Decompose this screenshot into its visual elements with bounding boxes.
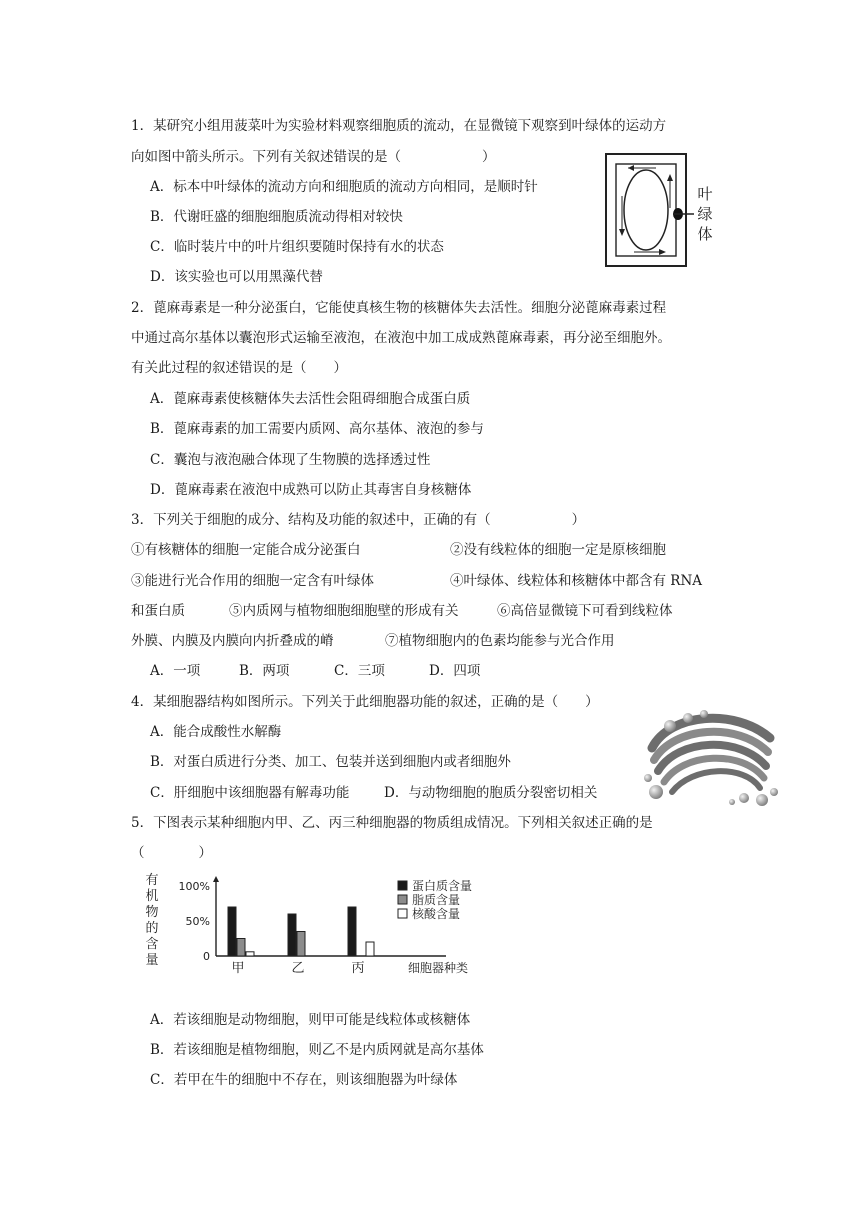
y-axis-label-char: 有 xyxy=(145,873,159,888)
bar xyxy=(348,907,356,956)
q4-option-a: A．能合成酸性水解酶 xyxy=(150,724,282,740)
q3-option-a: A．一项 xyxy=(150,663,201,679)
x-axis-label: 细胞器种类 xyxy=(407,961,469,975)
q2-option-a: A．蓖麻毒素使核糖体失去活性会阻碍细胞合成蛋白质 xyxy=(150,391,471,407)
bar xyxy=(288,914,296,956)
y-tick-label: 0 xyxy=(203,950,210,963)
bar xyxy=(246,952,254,956)
q5-option-c: C．若甲在牛的细胞中不存在，则该细胞器为叶绿体 xyxy=(150,1072,458,1088)
q3-statement-5: ⑤内质网与植物细胞细胞壁的形成有关 xyxy=(229,603,459,619)
q3-statement-1: ①有核糖体的细胞一定能合成分泌蛋白 xyxy=(131,542,361,558)
q3-stem: 3．下列关于细胞的成分、结构及功能的叙述中，正确的有（ ） xyxy=(131,512,586,528)
legend-label: 核酸含量 xyxy=(412,907,461,921)
legend-label: 脂质含量 xyxy=(412,893,461,907)
q3-statement-7: ⑦植物细胞内的色素均能参与光合作用 xyxy=(385,633,615,649)
q1-option-b: B．代谢旺盛的细胞细胞质流动得相对较快 xyxy=(150,209,403,225)
q4-option-d: D．与动物细胞的胞质分裂密切相关 xyxy=(384,785,598,801)
category-label: 丙 xyxy=(351,961,365,976)
q4-option-b: B．对蛋白质进行分类、加工、包装并送到细胞内或者细胞外 xyxy=(150,754,511,770)
legend-swatch xyxy=(398,895,407,904)
figure-label-char: 体 xyxy=(697,225,713,243)
q1-option-a: A．标本中叶绿体的流动方向和细胞质的流动方向相同，是顺时针 xyxy=(150,179,538,195)
q1-stem-line2: 向如图中箭头所示。下列有关叙述错误的是（ ） xyxy=(131,149,496,165)
q3-option-c: C．三项 xyxy=(334,663,385,679)
legend-swatch xyxy=(398,909,407,918)
q5-stem-line2: （ ） xyxy=(131,845,212,861)
y-axis-label-char: 量 xyxy=(145,953,159,968)
bar xyxy=(297,932,305,957)
q5-option-a: A．若该细胞是动物细胞，则甲可能是线粒体或核糖体 xyxy=(150,1012,471,1028)
organelle-composition-chart xyxy=(140,870,520,980)
bar xyxy=(366,942,374,956)
q1-stem-line1: 1．某研究小组用菠菜叶为实验材料观察细胞质的流动，在显微镜下观察到叶绿体的运动方 xyxy=(131,118,667,134)
category-label: 甲 xyxy=(231,961,245,976)
q2-stem-line3: 有关此过程的叙述错误的是（ ） xyxy=(131,360,347,376)
chloroplast-flow-figure xyxy=(604,152,732,270)
q3-statement-6: ⑥高倍显微镜下可看到线粒体 xyxy=(497,603,673,619)
q5-stem-line1: 5．下图表示某种细胞内甲、乙、丙三种细胞器的物质组成情况。下列相关叙述正确的是 xyxy=(131,815,653,831)
q2-stem-line2: 中通过高尔基体以囊泡形式运输至液泡，在液泡中加工成成熟蓖麻毒素，再分泌至细胞外。 xyxy=(131,330,671,346)
legend-label: 蛋白质含量 xyxy=(412,879,473,893)
q2-stem-line1: 2．蓖麻毒素是一种分泌蛋白，它能使真核生物的核糖体失去活性。细胞分泌蓖麻毒素过程 xyxy=(131,300,667,316)
q3-option-b: B．两项 xyxy=(239,663,290,679)
q5-option-b: B．若该细胞是植物细胞，则乙不是内质网就是高尔基体 xyxy=(150,1042,484,1058)
q1-option-c: C．临时装片中的叶片组织要随时保持有水的状态 xyxy=(150,239,444,255)
y-axis-label-char: 机 xyxy=(145,889,159,904)
y-tick-label: 100% xyxy=(178,880,210,893)
bar xyxy=(228,907,236,956)
y-axis-arrow xyxy=(213,876,219,882)
q1-option-d: D．该实验也可以用黑藻代替 xyxy=(150,269,323,285)
y-tick-label: 50% xyxy=(185,915,210,928)
y-axis-label-char: 的 xyxy=(145,921,159,936)
q3-statement-4-cont: 和蛋白质 xyxy=(131,603,185,619)
legend-swatch xyxy=(398,881,407,890)
y-axis-label-char: 物 xyxy=(145,905,159,920)
q2-option-d: D．蓖麻毒素在液泡中成熟可以防止其毒害自身核糖体 xyxy=(150,482,472,498)
figure-label-char: 绿 xyxy=(697,205,713,223)
q3-statement-3: ③能进行光合作用的细胞一定含有叶绿体 xyxy=(131,573,374,589)
q3-option-d: D．四项 xyxy=(429,663,481,679)
q4-stem: 4．某细胞器结构如图所示。下列关于此细胞器功能的叙述，正确的是（ ） xyxy=(131,694,599,710)
q4-option-c: C．肝细胞中该细胞器有解毒功能 xyxy=(150,785,350,801)
bar xyxy=(237,939,245,957)
q3-statement-2: ②没有线粒体的细胞一定是原核细胞 xyxy=(450,542,666,558)
figure-label-char: 叶 xyxy=(697,185,713,203)
y-axis-label-char: 含 xyxy=(145,937,159,952)
q2-option-b: B．蓖麻毒素的加工需要内质网、高尔基体、液泡的参与 xyxy=(150,421,484,437)
q3-statement-4: ④叶绿体、线粒体和核糖体中都含有 RNA xyxy=(450,573,703,589)
category-label: 乙 xyxy=(291,961,305,976)
q3-statement-6-cont: 外膜、内膜及内膜向内折叠成的嵴 xyxy=(131,633,334,649)
q2-option-c: C．囊泡与液泡融合体现了生物膜的选择透过性 xyxy=(150,452,431,468)
golgi-apparatus-figure xyxy=(640,708,780,808)
